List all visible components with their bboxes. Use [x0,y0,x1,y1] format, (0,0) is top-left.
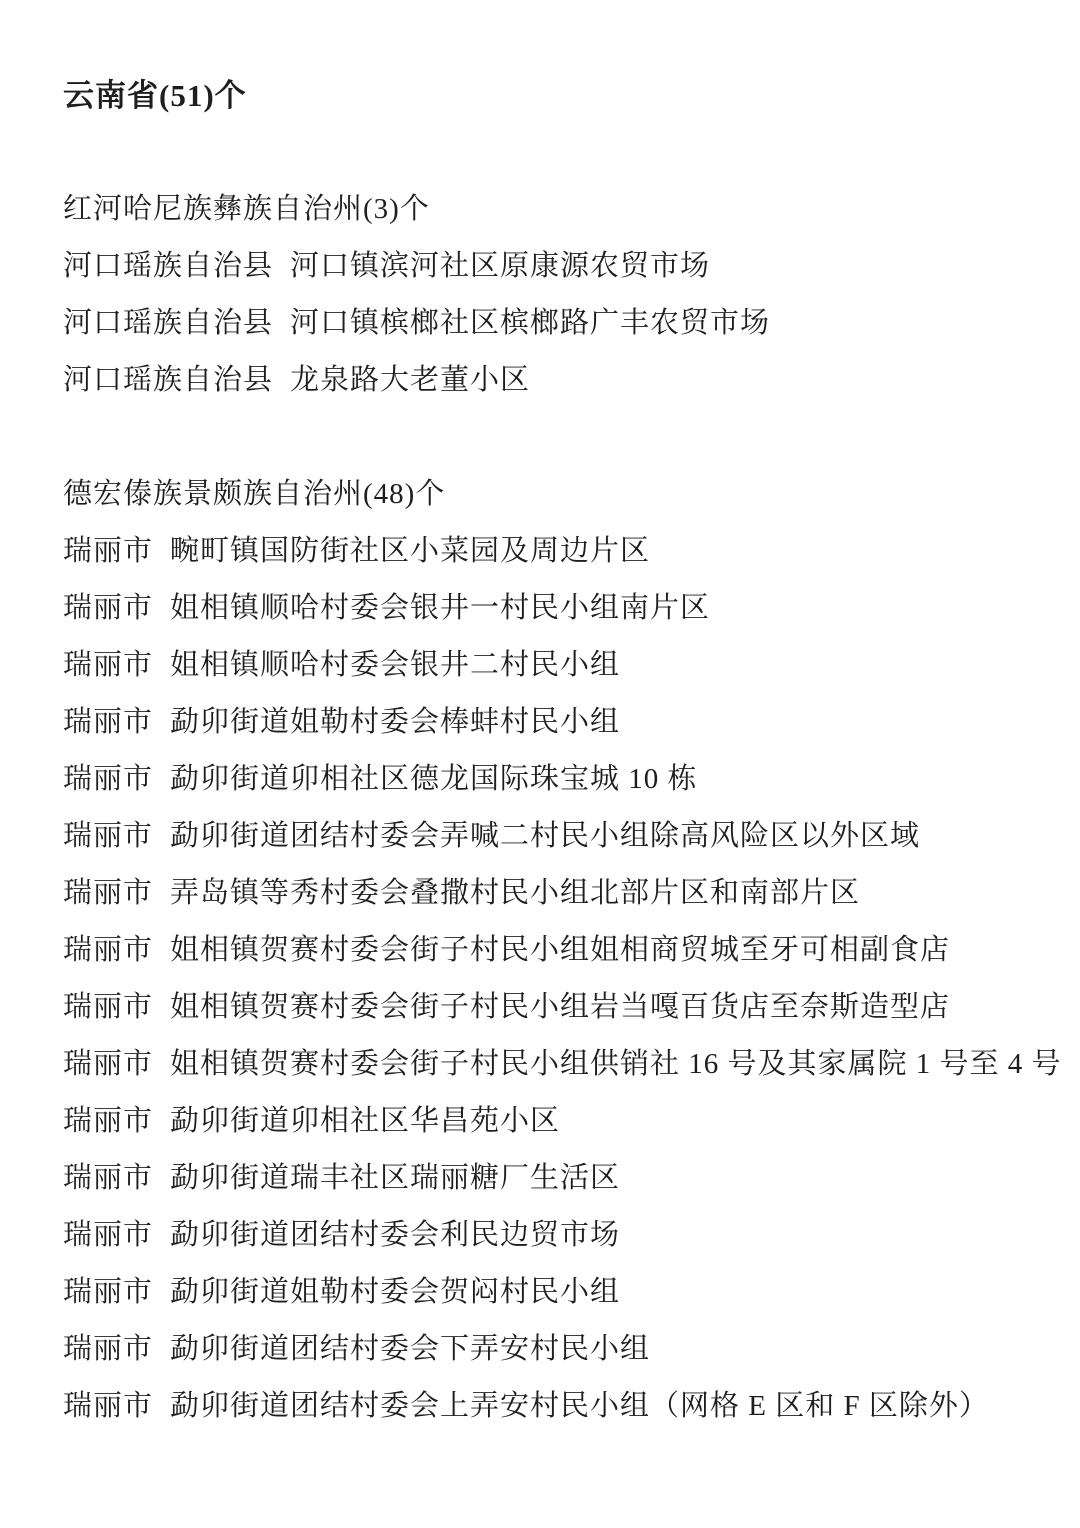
entry-county: 瑞丽市 [63,1390,154,1422]
entry-location: 勐卯街道卯相社区华昌苑小区 [170,1105,561,1137]
entry-location: 姐相镇贺赛村委会街子村民小组岩当嘎百货店至奈斯造型店 [170,991,951,1023]
entry-county: 瑞丽市 [63,649,154,681]
section [63,463,1062,1432]
entry-location: 勐卯街道姐勒村委会棒蚌村民小组 [170,706,621,738]
entry-county: 瑞丽市 [63,535,154,567]
entry-county: 河口瑶族自治县 [63,250,274,282]
list-item [63,1033,1062,1090]
section [63,178,1050,406]
list-item [63,1375,1050,1432]
list-item [63,691,1050,748]
entry-county: 瑞丽市 [63,1219,154,1251]
blank-line [63,406,1050,463]
entry-location: 勐卯街道卯相社区德龙国际珠宝城 10 栋 [170,763,698,795]
entry-county: 河口瑶族自治县 [63,364,274,396]
list-item [63,1318,1050,1375]
entry-location: 勐卯街道瑞丰社区瑞丽糖厂生活区 [170,1162,621,1194]
entry-location: 龙泉路大老董小区 [290,364,531,396]
entry-county: 瑞丽市 [63,877,154,909]
entry-county: 瑞丽市 [63,592,154,624]
entry-location: 畹町镇国防街社区小菜园及周边片区 [170,535,651,567]
entry-location: 弄岛镇等秀村委会叠撒村民小组北部片区和南部片区 [170,877,861,909]
list-item [63,1090,1050,1147]
entry-county: 瑞丽市 [63,1333,154,1365]
section-header: 红河哈尼族彝族自治州(3)个 [63,193,430,225]
list-item [63,1261,1050,1318]
list-item [63,349,1050,406]
entry-location: 勐卯街道团结村委会下弄安村民小组 [170,1333,651,1365]
entry-location: 河口镇槟榔社区槟榔路广丰农贸市场 [290,307,771,339]
list-item [63,862,1050,919]
entry-county: 瑞丽市 [63,706,154,738]
section-header: 德宏傣族景颇族自治州(48)个 [63,478,446,510]
entry-county: 瑞丽市 [63,934,154,966]
list-item [63,1204,1050,1261]
entry-county: 瑞丽市 [63,1162,154,1194]
entry-county: 河口瑶族自治县 [63,307,274,339]
list-item [63,976,1050,1033]
list-item [63,805,1050,862]
list-item [63,748,1050,805]
entry-location: 姐相镇顺哈村委会银井一村民小组南片区 [170,592,711,624]
entry-county: 瑞丽市 [63,991,154,1023]
entry-location: 姐相镇贺赛村委会街子村民小组姐相商贸城至牙可相副食店 [170,934,951,966]
list-item [63,577,1050,634]
entry-county: 瑞丽市 [63,1276,154,1308]
entry-county: 瑞丽市 [63,1048,154,1080]
entry-location: 河口镇滨河社区原康源农贸市场 [290,250,711,282]
list-item [63,919,1050,976]
entry-location: 姐相镇贺赛村委会街子村民小组供销社 16 号及其家属院 1 号至 4 号 [170,1048,1062,1080]
list-item [63,235,1050,292]
list-item [63,634,1050,691]
entry-location: 姐相镇顺哈村委会银井二村民小组 [170,649,621,681]
sections-container [63,178,1062,1432]
entry-county: 瑞丽市 [63,820,154,852]
entry-location: 勐卯街道团结村委会弄喊二村民小组除高风险区以外区域 [170,820,921,852]
entry-county: 瑞丽市 [63,763,154,795]
list-item [63,520,1050,577]
entry-location: 勐卯街道团结村委会利民边贸市场 [170,1219,621,1251]
entry-county: 瑞丽市 [63,1105,154,1137]
list-item [63,292,1050,349]
list-item [63,1147,1050,1204]
entry-location: 勐卯街道团结村委会上弄安村民小组（网格 E 区和 F 区除外） [170,1390,989,1422]
entry-location: 勐卯街道姐勒村委会贺闷村民小组 [170,1276,621,1308]
blank-line [63,121,1050,178]
page-title: 云南省(51)个 [63,78,247,113]
